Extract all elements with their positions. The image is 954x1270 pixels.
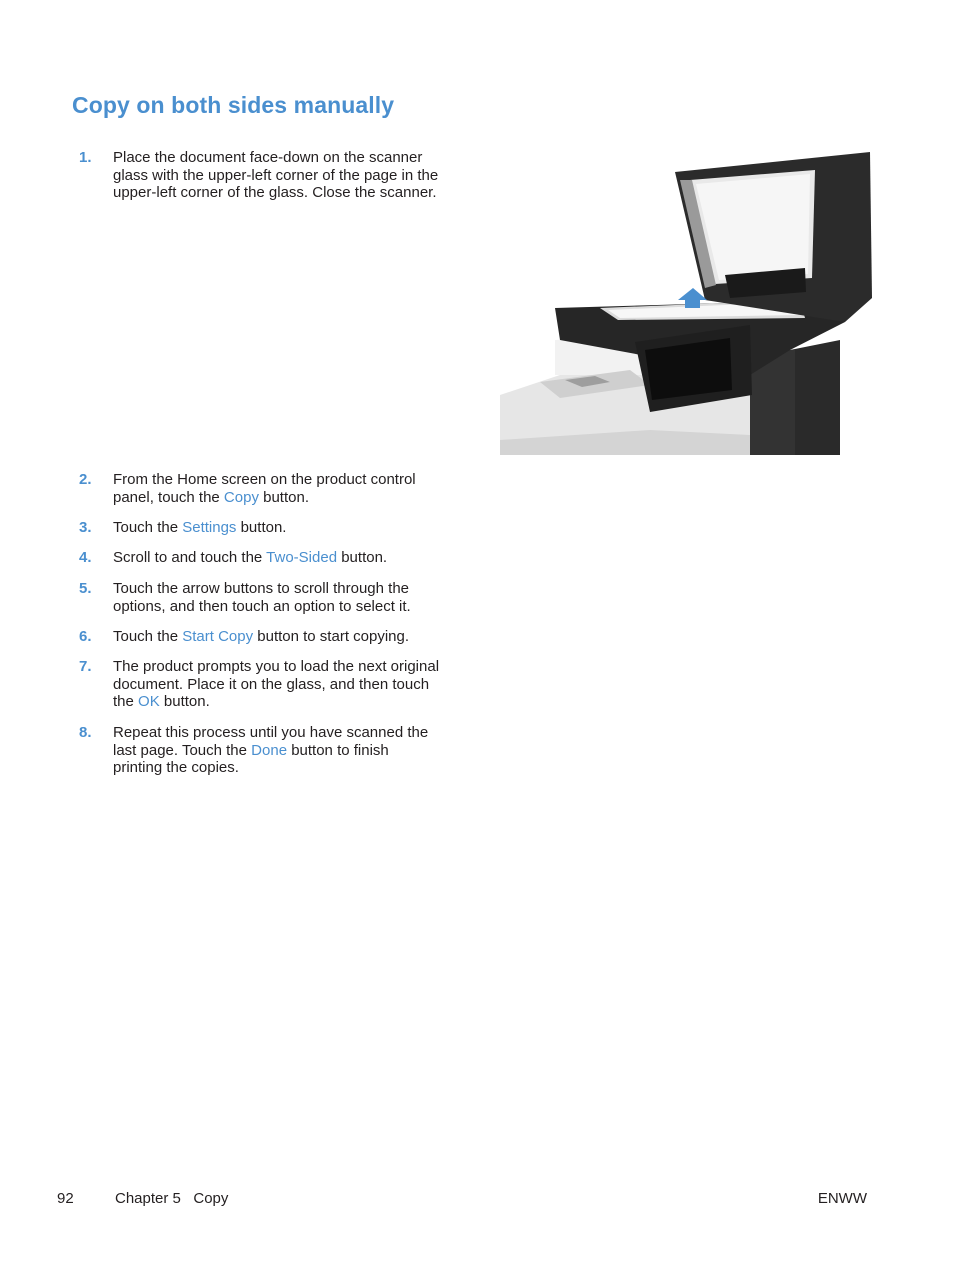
- step-text-segment: Touch the: [113, 519, 183, 536]
- step-text-segment: Scroll to and touch the: [113, 549, 267, 566]
- step-text: [113, 519, 441, 537]
- step-text: [113, 724, 441, 777]
- step-text: [113, 658, 441, 711]
- step-number: 1.: [79, 149, 92, 166]
- step-text-segment: From the Home screen on the product control panel, touch the: [113, 471, 416, 506]
- step-text-segment: Place the document face-down on the scanner glass with the upper-left corner of the page in the upper-left corner of the glass. Close the scanner.: [113, 149, 439, 201]
- step-text: [113, 628, 441, 646]
- step-text-segment: button to finish printing the copies.: [113, 741, 389, 776]
- step-text-segment: Touch the: [113, 628, 183, 645]
- step-text-segment: button.: [236, 519, 287, 536]
- step-text-segment: Touch the arrow buttons to scroll through the options, and then touch an option to select it.: [113, 580, 411, 615]
- step-number: 2.: [79, 471, 92, 488]
- step-text-segment: button to start copying.: [253, 628, 410, 645]
- ok-button-reference: OK: [138, 693, 160, 710]
- chapter-label: Chapter 5 Copy: [115, 1190, 229, 1207]
- step-number: 3.: [79, 519, 92, 536]
- copy-button-reference: Copy: [223, 488, 259, 506]
- step-text: [113, 549, 441, 567]
- start-copy-button-reference: Start Copy: [182, 628, 254, 645]
- step-text-segment: The product prompts you to load the next original document. Place it on the glass, and then touch the: [113, 658, 440, 710]
- settings-button-reference: Settings: [182, 519, 237, 536]
- step-number: 4.: [79, 549, 92, 566]
- printer-illustration: [500, 150, 874, 455]
- step-text-segment: Repeat this process until you have scanned the last page. Touch the: [113, 724, 429, 759]
- page-title: Copy on both sides manually: [72, 92, 395, 118]
- page-number: 92: [57, 1190, 74, 1207]
- step-number: 6.: [79, 628, 92, 645]
- step-text-segment: button.: [258, 488, 309, 506]
- footer-right-label: ENWW: [817, 1190, 867, 1207]
- step-number: 8.: [79, 724, 92, 741]
- step-number: 5.: [79, 580, 92, 597]
- step-text: [113, 149, 441, 202]
- step-text: [113, 580, 441, 615]
- step-text-segment: button.: [337, 549, 388, 566]
- step-number: 7.: [79, 658, 92, 675]
- done-button-reference: Done: [251, 741, 288, 759]
- step-text: [113, 471, 441, 506]
- step-text-segment: button.: [159, 693, 210, 710]
- two-sided-button-reference: Two-Sided: [266, 549, 338, 566]
